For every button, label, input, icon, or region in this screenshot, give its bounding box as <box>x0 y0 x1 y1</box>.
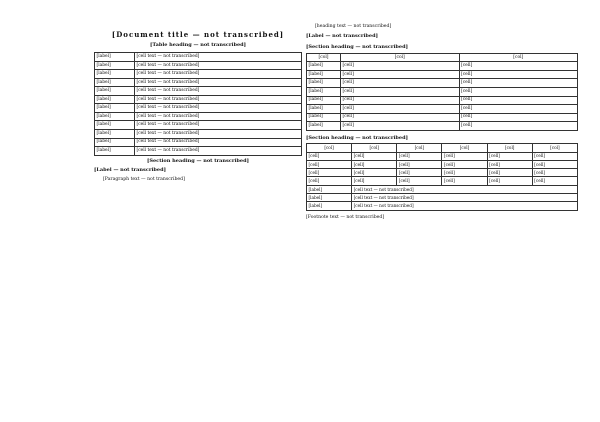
cell: [cell] <box>442 152 487 160</box>
cell: [cell] <box>307 177 352 185</box>
table-row <box>95 121 302 130</box>
table-row <box>95 104 302 113</box>
cell: [cell] <box>532 169 577 177</box>
modern-history-paragraph: [Paragraph text — not transcribed] <box>103 177 185 183</box>
row-value: [cell text — not transcribed] <box>135 121 302 130</box>
row-label: [label] <box>307 105 341 114</box>
cell: [cell] <box>459 96 578 105</box>
row-value: [cell text — not transcribed] <box>135 147 302 156</box>
cell: [cell] <box>397 160 442 168</box>
table-row <box>95 61 302 70</box>
row-label: [label] <box>95 104 135 113</box>
table-row <box>95 112 302 121</box>
footnote: [Footnote text — not transcribed] <box>306 214 385 220</box>
cell: [cell] <box>397 177 442 185</box>
cell: [cell] <box>341 96 460 105</box>
table-row <box>95 95 302 104</box>
table-row <box>307 105 578 114</box>
table-row <box>95 129 302 138</box>
row-label: [label] <box>95 129 135 138</box>
row-value: [cell text — not transcribed] <box>135 70 302 79</box>
row-label: [label] <box>95 121 135 130</box>
row-label: [label] <box>95 61 135 70</box>
ancient-civilization-table <box>94 52 302 155</box>
table-row <box>307 122 578 131</box>
table-row <box>307 152 578 160</box>
cell: [cell] <box>442 169 487 177</box>
cell: [cell] <box>459 122 578 131</box>
cell: [cell] <box>487 169 532 177</box>
comparison-table <box>306 53 578 131</box>
row-value: [cell text — not transcribed] <box>352 185 578 193</box>
column-header: [col] <box>397 144 442 152</box>
row-value: [cell text — not transcribed] <box>135 104 302 113</box>
table-row <box>307 113 578 122</box>
cell: [cell] <box>532 152 577 160</box>
column-header: [col] <box>532 144 577 152</box>
row-label: [label] <box>307 113 341 122</box>
row-label: [label] <box>95 87 135 96</box>
cell: [cell] <box>532 177 577 185</box>
row-label: [label] <box>307 79 341 88</box>
column-header: [col] <box>442 144 487 152</box>
row-label: [label] <box>95 138 135 147</box>
cell: [cell] <box>459 105 578 114</box>
row-label: [label] <box>95 70 135 79</box>
table-row <box>307 169 578 177</box>
cell: [cell] <box>532 160 577 168</box>
table-row <box>95 78 302 87</box>
row-label: [label] <box>307 87 341 96</box>
table-row <box>307 70 578 79</box>
table-row <box>307 160 578 168</box>
row-label: [label] <box>307 202 352 210</box>
section1-heading: [Section heading — not transcribed] <box>306 44 408 51</box>
cell: [cell] <box>459 70 578 79</box>
row-label: [label] <box>307 70 341 79</box>
cell: [cell] <box>341 79 460 88</box>
cell: [cell] <box>307 169 352 177</box>
table-row <box>95 70 302 79</box>
cell: [cell] <box>341 70 460 79</box>
column-header: [col] <box>341 53 460 62</box>
cell: [cell] <box>442 160 487 168</box>
row-value: [cell text — not transcribed] <box>135 53 302 62</box>
table-row <box>307 202 578 210</box>
row-label: [label] <box>307 193 352 201</box>
cell: [cell] <box>459 79 578 88</box>
cell: [cell] <box>307 160 352 168</box>
table-row <box>95 87 302 96</box>
table-row <box>95 147 302 156</box>
right-column <box>306 22 578 221</box>
row-value: [cell text — not transcribed] <box>135 129 302 138</box>
cell: [cell] <box>459 87 578 96</box>
table-row <box>307 193 578 201</box>
table1-heading: [Table heading — not transcribed] <box>149 42 246 49</box>
cell: [cell] <box>397 169 442 177</box>
cell: [cell] <box>341 105 460 114</box>
cell: [cell] <box>459 113 578 122</box>
cell: [cell] <box>352 152 397 160</box>
cell: [cell] <box>442 177 487 185</box>
table-row <box>307 177 578 185</box>
section2-heading-right: [Section heading — not transcribed] <box>306 134 408 141</box>
header-note: [heading text — not transcribed] <box>315 24 392 29</box>
row-label: [label] <box>95 95 135 104</box>
table-row <box>307 62 578 71</box>
key-points-label-right: [Label — not transcribed] <box>306 33 378 40</box>
row-value: [cell text — not transcribed] <box>135 87 302 96</box>
table-row <box>95 138 302 147</box>
row-value: [cell text — not transcribed] <box>352 193 578 201</box>
row-label: [label] <box>307 122 341 131</box>
second-table <box>306 143 578 210</box>
section2-heading: [Section heading — not transcribed] <box>147 157 249 164</box>
cell: [cell] <box>487 160 532 168</box>
column-header: [col] <box>307 144 352 152</box>
table-row <box>307 185 578 193</box>
cell: [cell] <box>341 113 460 122</box>
column-header: [col] <box>307 53 341 62</box>
cell: [cell] <box>397 152 442 160</box>
column-header: [col] <box>487 144 532 152</box>
row-label: [label] <box>307 62 341 71</box>
table-row <box>307 96 578 105</box>
cell: [cell] <box>352 177 397 185</box>
row-value: [cell text — not transcribed] <box>135 95 302 104</box>
cell: [cell] <box>487 177 532 185</box>
row-label: [label] <box>95 147 135 156</box>
row-value: [cell text — not transcribed] <box>352 202 578 210</box>
row-value: [cell text — not transcribed] <box>135 138 302 147</box>
table-row <box>95 53 302 62</box>
cell: [cell] <box>352 160 397 168</box>
column-header: [col] <box>352 144 397 152</box>
table-row <box>307 79 578 88</box>
page-title: [Document title — not transcribed] <box>111 30 285 39</box>
cell: [cell] <box>341 122 460 131</box>
column-header: [col] <box>459 53 578 62</box>
row-label: [label] <box>95 78 135 87</box>
row-value: [cell text — not transcribed] <box>135 61 302 70</box>
row-value: [cell text — not transcribed] <box>135 78 302 87</box>
row-label: [label] <box>95 53 135 62</box>
row-label: [label] <box>307 185 352 193</box>
row-value: [cell text — not transcribed] <box>135 112 302 121</box>
cell: [cell] <box>487 152 532 160</box>
row-label: [label] <box>307 96 341 105</box>
cell: [cell] <box>307 152 352 160</box>
cell: [cell] <box>459 62 578 71</box>
cell: [cell] <box>341 62 460 71</box>
left-column <box>94 22 302 184</box>
cell: [cell] <box>341 87 460 96</box>
key-points-label-left: [Label — not transcribed] <box>94 167 166 174</box>
row-label: [label] <box>95 112 135 121</box>
table-row <box>307 87 578 96</box>
cell: [cell] <box>352 169 397 177</box>
